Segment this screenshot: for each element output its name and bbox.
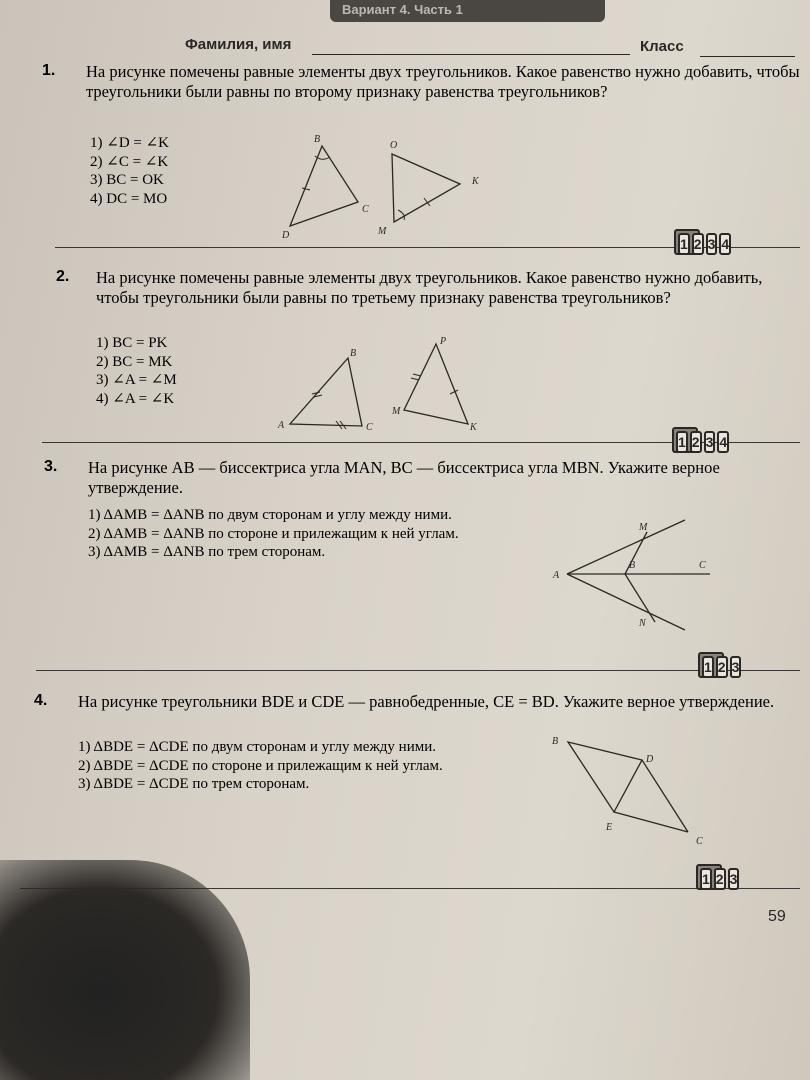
task-4-label: B — [552, 736, 559, 747]
task-1-answer-3[interactable]: 3 — [706, 233, 718, 255]
task-3-label: M — [639, 522, 648, 533]
header-strip-text: Вариант 4. Часть 1 — [342, 2, 463, 17]
task-2-answer-boxes — [672, 427, 728, 453]
task-3-option: 1) ΔAMB = ΔANB по двум сторонам и углу между ними. — [88, 507, 452, 523]
task-4-label: C — [696, 836, 703, 847]
task-2-label: C — [366, 422, 373, 433]
task-3-label: B — [629, 560, 636, 571]
task-2-label: P — [440, 336, 447, 347]
task-2-answer-3[interactable]: 3 — [704, 431, 716, 453]
task-4-answer-boxes — [696, 864, 738, 890]
task-1-figure — [270, 130, 500, 245]
task-1-label: C — [362, 204, 369, 215]
task-2-option: 3) ∠A = ∠M — [96, 372, 177, 388]
task-3-figure — [545, 510, 715, 640]
page-number: 59 — [768, 908, 786, 925]
hand-shadow — [0, 860, 250, 1080]
task-3-options — [88, 506, 459, 562]
task-1-answer-2[interactable]: 2 — [692, 233, 704, 255]
task-1-question: На рисунке помечены равные элементы двух треугольников. Какое равенство нужно добавить, чтобы треугольники были равны по второму признаку равенства треугольников? — [86, 62, 800, 101]
task-3-answer-3[interactable]: 3 — [730, 656, 742, 678]
task-2-answer-2[interactable]: 2 — [690, 431, 702, 453]
task-2-options — [96, 334, 177, 408]
task-3-label: A — [553, 570, 560, 581]
task-1-option: 4) DC = MO — [90, 190, 168, 207]
task-1-option: 3) BC = OK — [90, 172, 164, 188]
task-2-label: A — [278, 420, 285, 431]
task-4-option: 2) ΔBDE = ΔCDE по стороне и прилежащим к ней углам. — [78, 757, 443, 774]
task-3-question: На рисунке AB — биссектриса угла MAN, BC — биссектриса угла MBN. Укажите верное утверждение. — [88, 458, 720, 497]
task-4-answer-2[interactable]: 2 — [714, 868, 726, 890]
task-1-number: 1. — [42, 62, 56, 79]
task-4-question: На рисунке треугольники BDE и CDE — равнобедренные, CE = BD. Укажите верное утверждение. — [78, 692, 775, 711]
task-4-label: E — [606, 822, 613, 833]
task-1-options — [90, 134, 169, 208]
task-4-number: 4. — [34, 692, 48, 709]
class-label: Класс — [640, 38, 684, 55]
task-2-figure — [268, 332, 498, 437]
task-1-answer-4[interactable]: 4 — [719, 233, 731, 255]
task-3-answer-1[interactable]: 1 — [702, 656, 714, 678]
task-2-label: K — [470, 422, 477, 433]
task-4-option: 3) ΔBDE = ΔCDE по трем сторонам. — [78, 776, 310, 792]
task-2-answer-4[interactable]: 4 — [717, 431, 729, 453]
task-1-option: 2) ∠C = ∠K — [90, 153, 169, 170]
task-2-answer-1[interactable]: 1 — [676, 431, 688, 453]
task-1-label: O — [390, 140, 398, 151]
task-1-answer-1[interactable]: 1 — [678, 233, 690, 255]
task-3-option: 3) ΔAMB = ΔANB по трем сторонам. — [88, 544, 326, 560]
task-1-label: K — [472, 176, 479, 187]
task-4-answer-1[interactable]: 1 — [700, 868, 712, 890]
task-1-label: D — [282, 230, 290, 241]
task-3-number: 3. — [44, 458, 58, 475]
task-1-option: 1) ∠D = ∠K — [90, 135, 170, 151]
task-1-answer-boxes — [674, 229, 730, 255]
task-2-label: M — [392, 406, 401, 417]
task-4-answer-3[interactable]: 3 — [728, 868, 740, 890]
task-2-option: 1) BC = PK — [96, 335, 168, 351]
name-label: Фамилия, имя — [185, 36, 292, 53]
task-4-figure — [548, 732, 718, 852]
task-1-label: B — [314, 134, 321, 145]
task-3-answer-2[interactable]: 2 — [716, 656, 728, 678]
task-2-number: 2. — [56, 268, 70, 285]
name-field[interactable] — [312, 54, 630, 55]
task-3-label: C — [699, 560, 706, 571]
task-2-question: На рисунке помечены равные элементы двух треугольников. Какое равенство нужно добавить, чтобы треугольники были равны по третьему признаку равенства треугольников? — [96, 268, 763, 307]
task-3-option: 2) ΔAMB = ΔANB по стороне и прилежащим к ней углам. — [88, 525, 459, 542]
task-2-label: B — [350, 348, 357, 359]
task-4-label: D — [646, 754, 654, 765]
task-4-options — [78, 738, 443, 794]
task-2-option: 2) BC = MK — [96, 353, 173, 370]
task-2-option: 4) ∠A = ∠K — [96, 390, 175, 407]
header-strip — [330, 0, 605, 22]
class-field[interactable] — [700, 56, 795, 57]
task-4-option: 1) ΔBDE = ΔCDE по двум сторонам и углу между ними. — [78, 739, 437, 755]
task-1-label: M — [378, 226, 387, 237]
task-3-divider — [36, 670, 800, 671]
task-3-answer-boxes — [698, 652, 740, 678]
task-3-label: N — [639, 618, 646, 629]
